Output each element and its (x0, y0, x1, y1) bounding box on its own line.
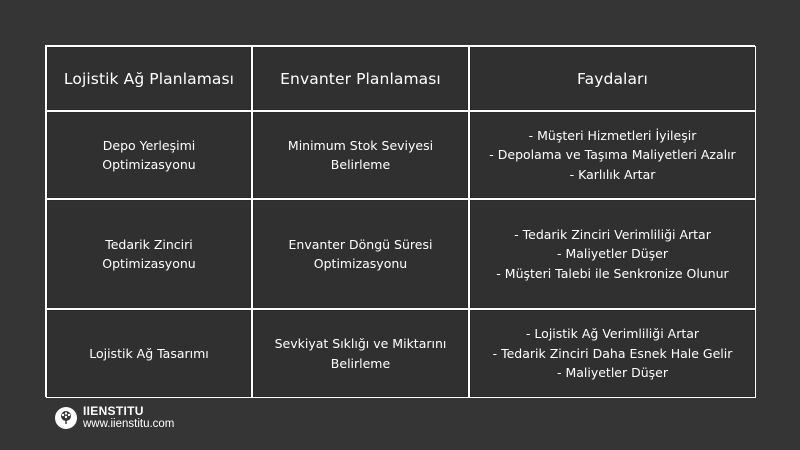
row-1-logistics (46, 111, 252, 199)
row-1-benefits (469, 111, 756, 199)
header-logistics (46, 46, 252, 111)
cell-text: Depo Yerleşimi (102, 137, 196, 153)
benefit-item: - Lojistik Ağ Verimliliği Artar (525, 326, 700, 342)
cell-text: Optimizasyonu (313, 256, 408, 271)
row-3-benefits (469, 309, 756, 398)
comparison-table (45, 45, 755, 397)
benefit-item: - Maliyetler Düşer (556, 365, 668, 381)
cell-text: Belirleme (330, 157, 391, 172)
row-3-inventory (252, 309, 469, 398)
row-2-benefits (469, 199, 756, 309)
benefit-item: - Tedarik Zinciri Daha Esnek Hale Gelir (492, 345, 733, 361)
cell-text: Sevkiyat Sıklığı ve Miktarını (274, 336, 447, 351)
cell-text: Optimizasyonu (102, 157, 196, 172)
benefit-item: - Müşteri Hizmetleri İyileşir (528, 127, 697, 143)
brand-name: IIENSTITU (83, 404, 144, 418)
cell-text: Tedarik Zinciri (105, 236, 193, 252)
header-label: Lojistik Ağ Planlaması (63, 69, 235, 88)
benefit-item: - Müşteri Talebi ile Senkronize Olunur (496, 265, 729, 281)
benefit-item: - Depolama ve Taşıma Maliyetleri Azalır (489, 147, 736, 163)
header-inventory (252, 46, 469, 111)
benefit-item: - Tedarik Zinciri Verimliliği Artar (514, 226, 711, 242)
benefit-item: - Karlılık Artar (569, 166, 656, 182)
benefit-item: - Maliyetler Düşer (556, 246, 669, 262)
cell-text: Envanter Döngü Süresi (288, 236, 433, 252)
cell-text: Lojistik Ağ Tasarımı (89, 345, 209, 361)
header-benefits (469, 46, 756, 111)
row-3-logistics (46, 309, 252, 398)
tree-logo-icon (55, 407, 77, 429)
header-label: Faydaları (577, 69, 648, 88)
row-2-logistics (46, 199, 252, 309)
cell-text: Belirleme (330, 355, 391, 371)
row-2-inventory (252, 199, 469, 309)
brand-logo (55, 405, 174, 431)
brand-url[interactable]: www.iienstitu.com (83, 418, 175, 430)
row-1-inventory (252, 111, 469, 199)
cell-text: Optimizasyonu (102, 256, 196, 271)
cell-text: Minimum Stok Seviyesi (287, 137, 434, 153)
header-label: Envanter Planlaması (280, 69, 441, 88)
